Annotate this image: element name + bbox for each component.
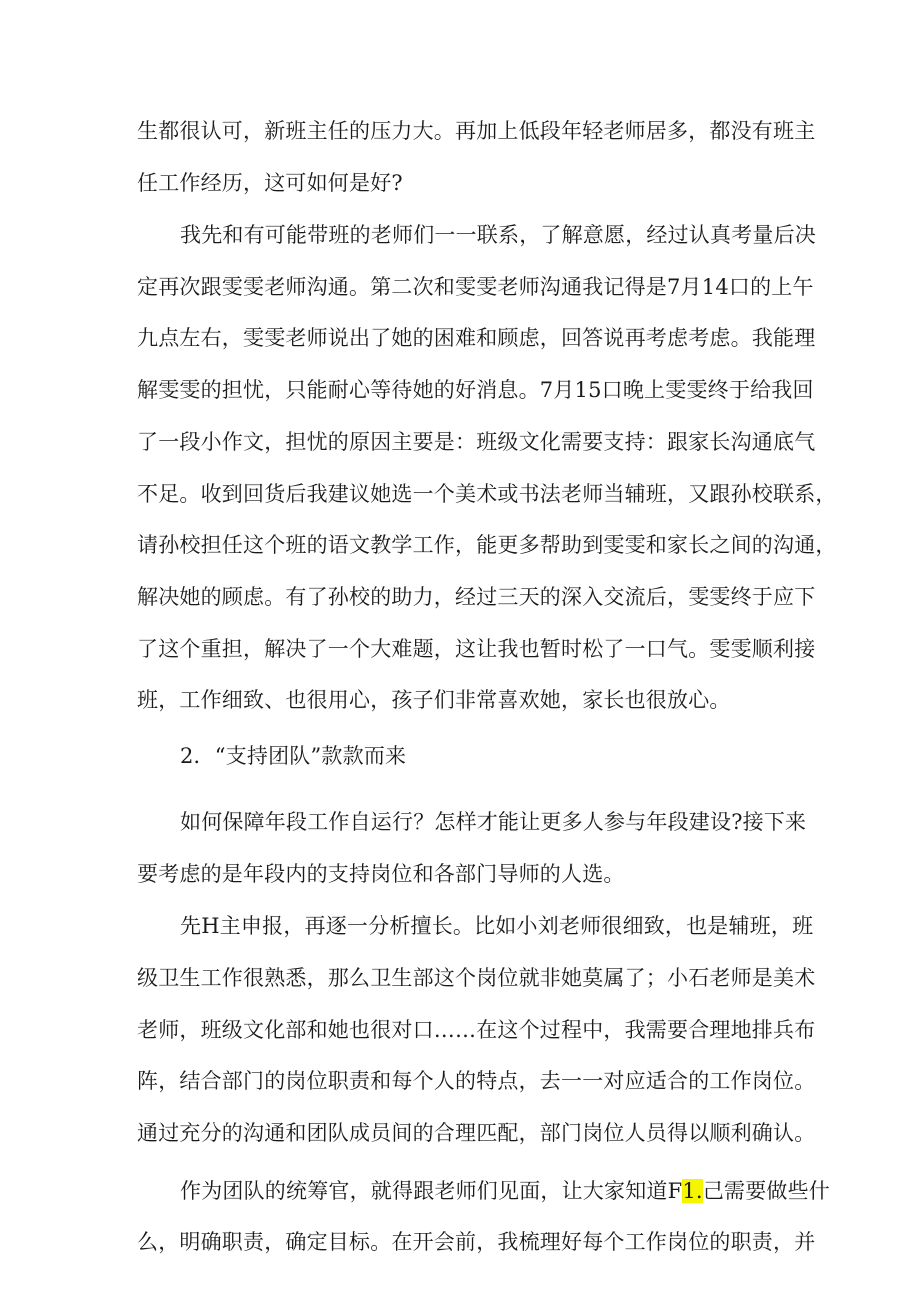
paragraph-line: 任工作经历，这可如何是好? [137,171,403,195]
paragraph-line: 要考虑的是年段内的支持岗位和各部门导师的人选。 [137,862,625,886]
paragraph-line: 先H主申报，再逐一分析擅长。比如小刘老师很细致，也是辅班，班 [180,914,814,938]
paragraph-line: 解决她的顾虑。有了孙校的助力，经过三天的深入交流后，雯雯终于应下 [137,585,816,609]
paragraph-line: 不足。收到回货后我建议她选一个美术或书法老师当辅班，又跟孙校联系， [137,482,837,506]
paragraph-line [180,1177,830,1205]
paragraph-line: 么，明确职责，确定目标。在开会前，我梳理好每个工作岗位的职责，并 [137,1230,816,1254]
paragraph-line: 我先和有可能带班的老师们一一联系，了解意愿，经过认真考量后决 [180,223,816,247]
paragraph-line: 请孙校担任这个班的语文教学工作，能更多帮助到雯雯和家长之间的沟通， [137,533,837,557]
paragraph-line: 解雯雯的担忧，只能耐心等待她的好消息。7月15口晚上雯雯终于给我回 [137,378,814,402]
highlighted-text: 1. [682,1179,703,1203]
paragraph-line: 九点左右，雯雯老师说出了她的困难和顾虑，回答说再考虑考虑。我能理 [137,326,816,350]
paragraph-line: 通过充分的沟通和团队成员间的合理匹配，部门岗位人员得以顺利确认。 [137,1121,816,1145]
line-text: 己需要做些什 [702,1179,831,1203]
paragraph-line: 定再次跟雯雯老师沟通。第二次和雯雯老师沟通我记得是7月14口的上午 [137,275,814,299]
paragraph-line: 了一段小作文，担忧的原因主要是：班级文化需要支持：跟家长沟通底气 [137,430,816,454]
paragraph-line: 老师，班级文化部和她也很对口……在这个过程中，我需要合理地排兵布 [137,1018,816,1042]
paragraph-line: 班，工作细致、也很用心，孩子们非常喜欢她，家长也很放心。 [137,688,731,712]
paragraph-line: 级卫生工作很熟悉，那么卫生部这个岗位就非她莫属了；小石老师是美术 [137,966,816,990]
paragraph-line: 如何保障年段工作自运行？怎样才能让更多人参与年段建设?接下来 [180,810,807,834]
paragraph-line: 了这个重担，解决了一个大难题，这让我也暂时松了一口气。雯雯顺利接 [137,637,816,661]
section-heading: 2．“支持团队”款款而来 [180,744,407,768]
paragraph-line: 生都很认可，新班主任的压力大。再加上低段年轻老师居多，都没有班主 [137,119,816,143]
line-text: 作为团队的统筹官，就得跟老师们见面，让大家知道F [180,1179,683,1203]
paragraph-line: 阵，结合部门的岗位职责和每个人的特点，去一一对应适合的工作岗位。 [137,1069,816,1093]
